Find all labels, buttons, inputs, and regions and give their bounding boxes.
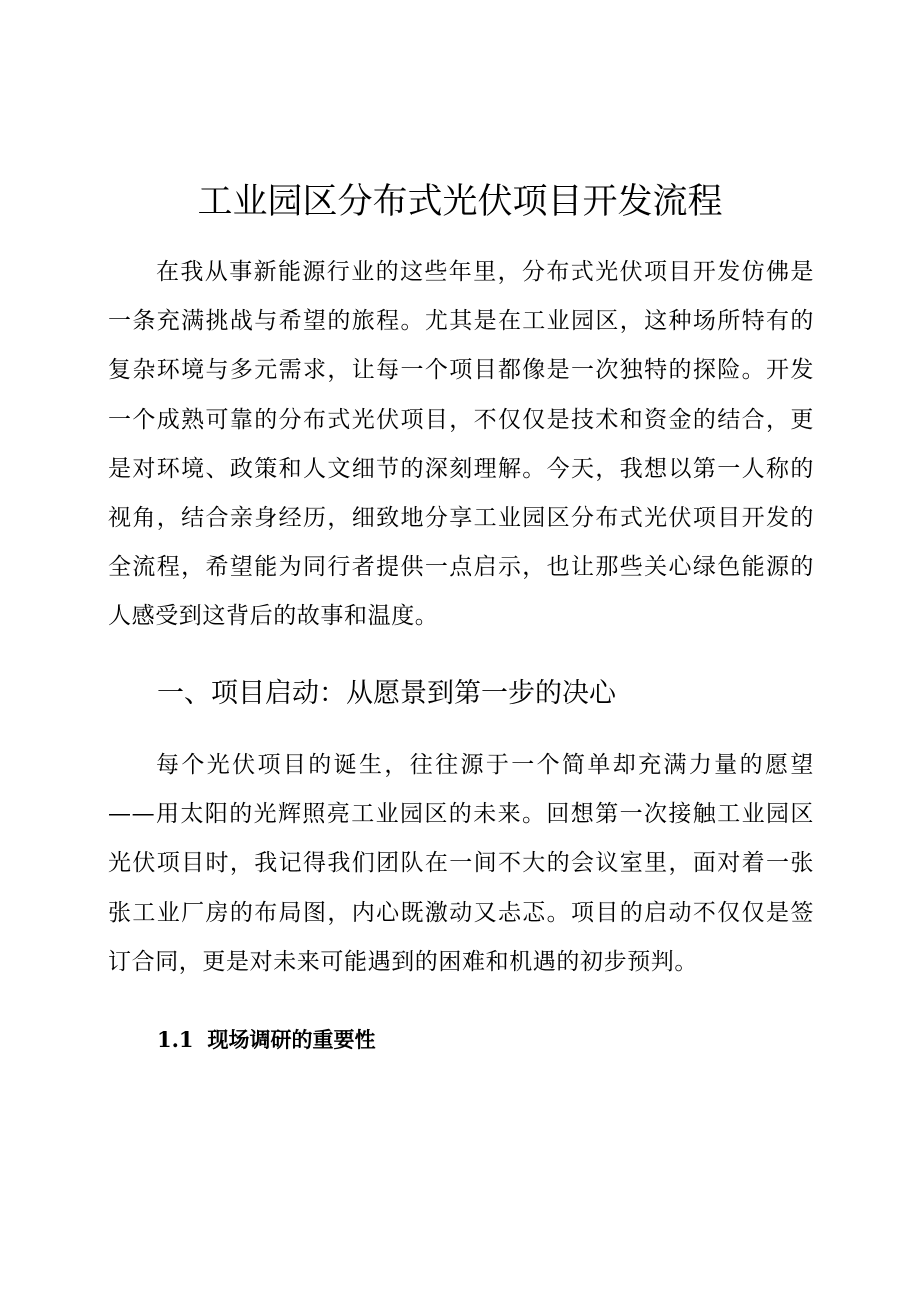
document-title: 工业园区分布式光伏项目开发流程: [197, 182, 723, 222]
subsection-heading: [157, 1024, 376, 1056]
subsection-number: 1.1: [157, 1027, 194, 1052]
section-heading: 一、项目启动：从愿景到第一步的决心: [157, 678, 616, 709]
section-paragraph: 每个光伏项目的诞生，往往源于一个简单却充满力量的愿望——用太阳的光辉照亮工业园区的未来。回想第一次接触工业园区光伏项目时，我记得我们团队在一间不大的会议室里，面对着一张张工业厂房的布局图，内心既激动又忐忑。项目的启动不仅仅是签订合同，更是对未来可能遇到的困难和机遇的初步预判。: [108, 752, 814, 975]
subsection-title: 现场调研的重要性: [207, 1028, 376, 1052]
intro-paragraph: 在我从事新能源行业的这些年里，分布式光伏项目开发仿佛是一条充满挑战与希望的旅程。尤其是在工业园区，这种场所特有的复杂环境与多元需求，让每一个项目都像是一次独特的探险。开发一个成熟可靠的分布式光伏项目，不仅仅是技术和资金的结合，更是对环境、政策和人文细节的深刻理解。今天，我想以第一人称的视角，结合亲身经历，细致地分享工业园区分布式光伏项目开发的全流程，希望能为同行者提供一点启示，也让那些关心绿色能源的人感受到这背后的故事和温度。: [108, 259, 814, 630]
